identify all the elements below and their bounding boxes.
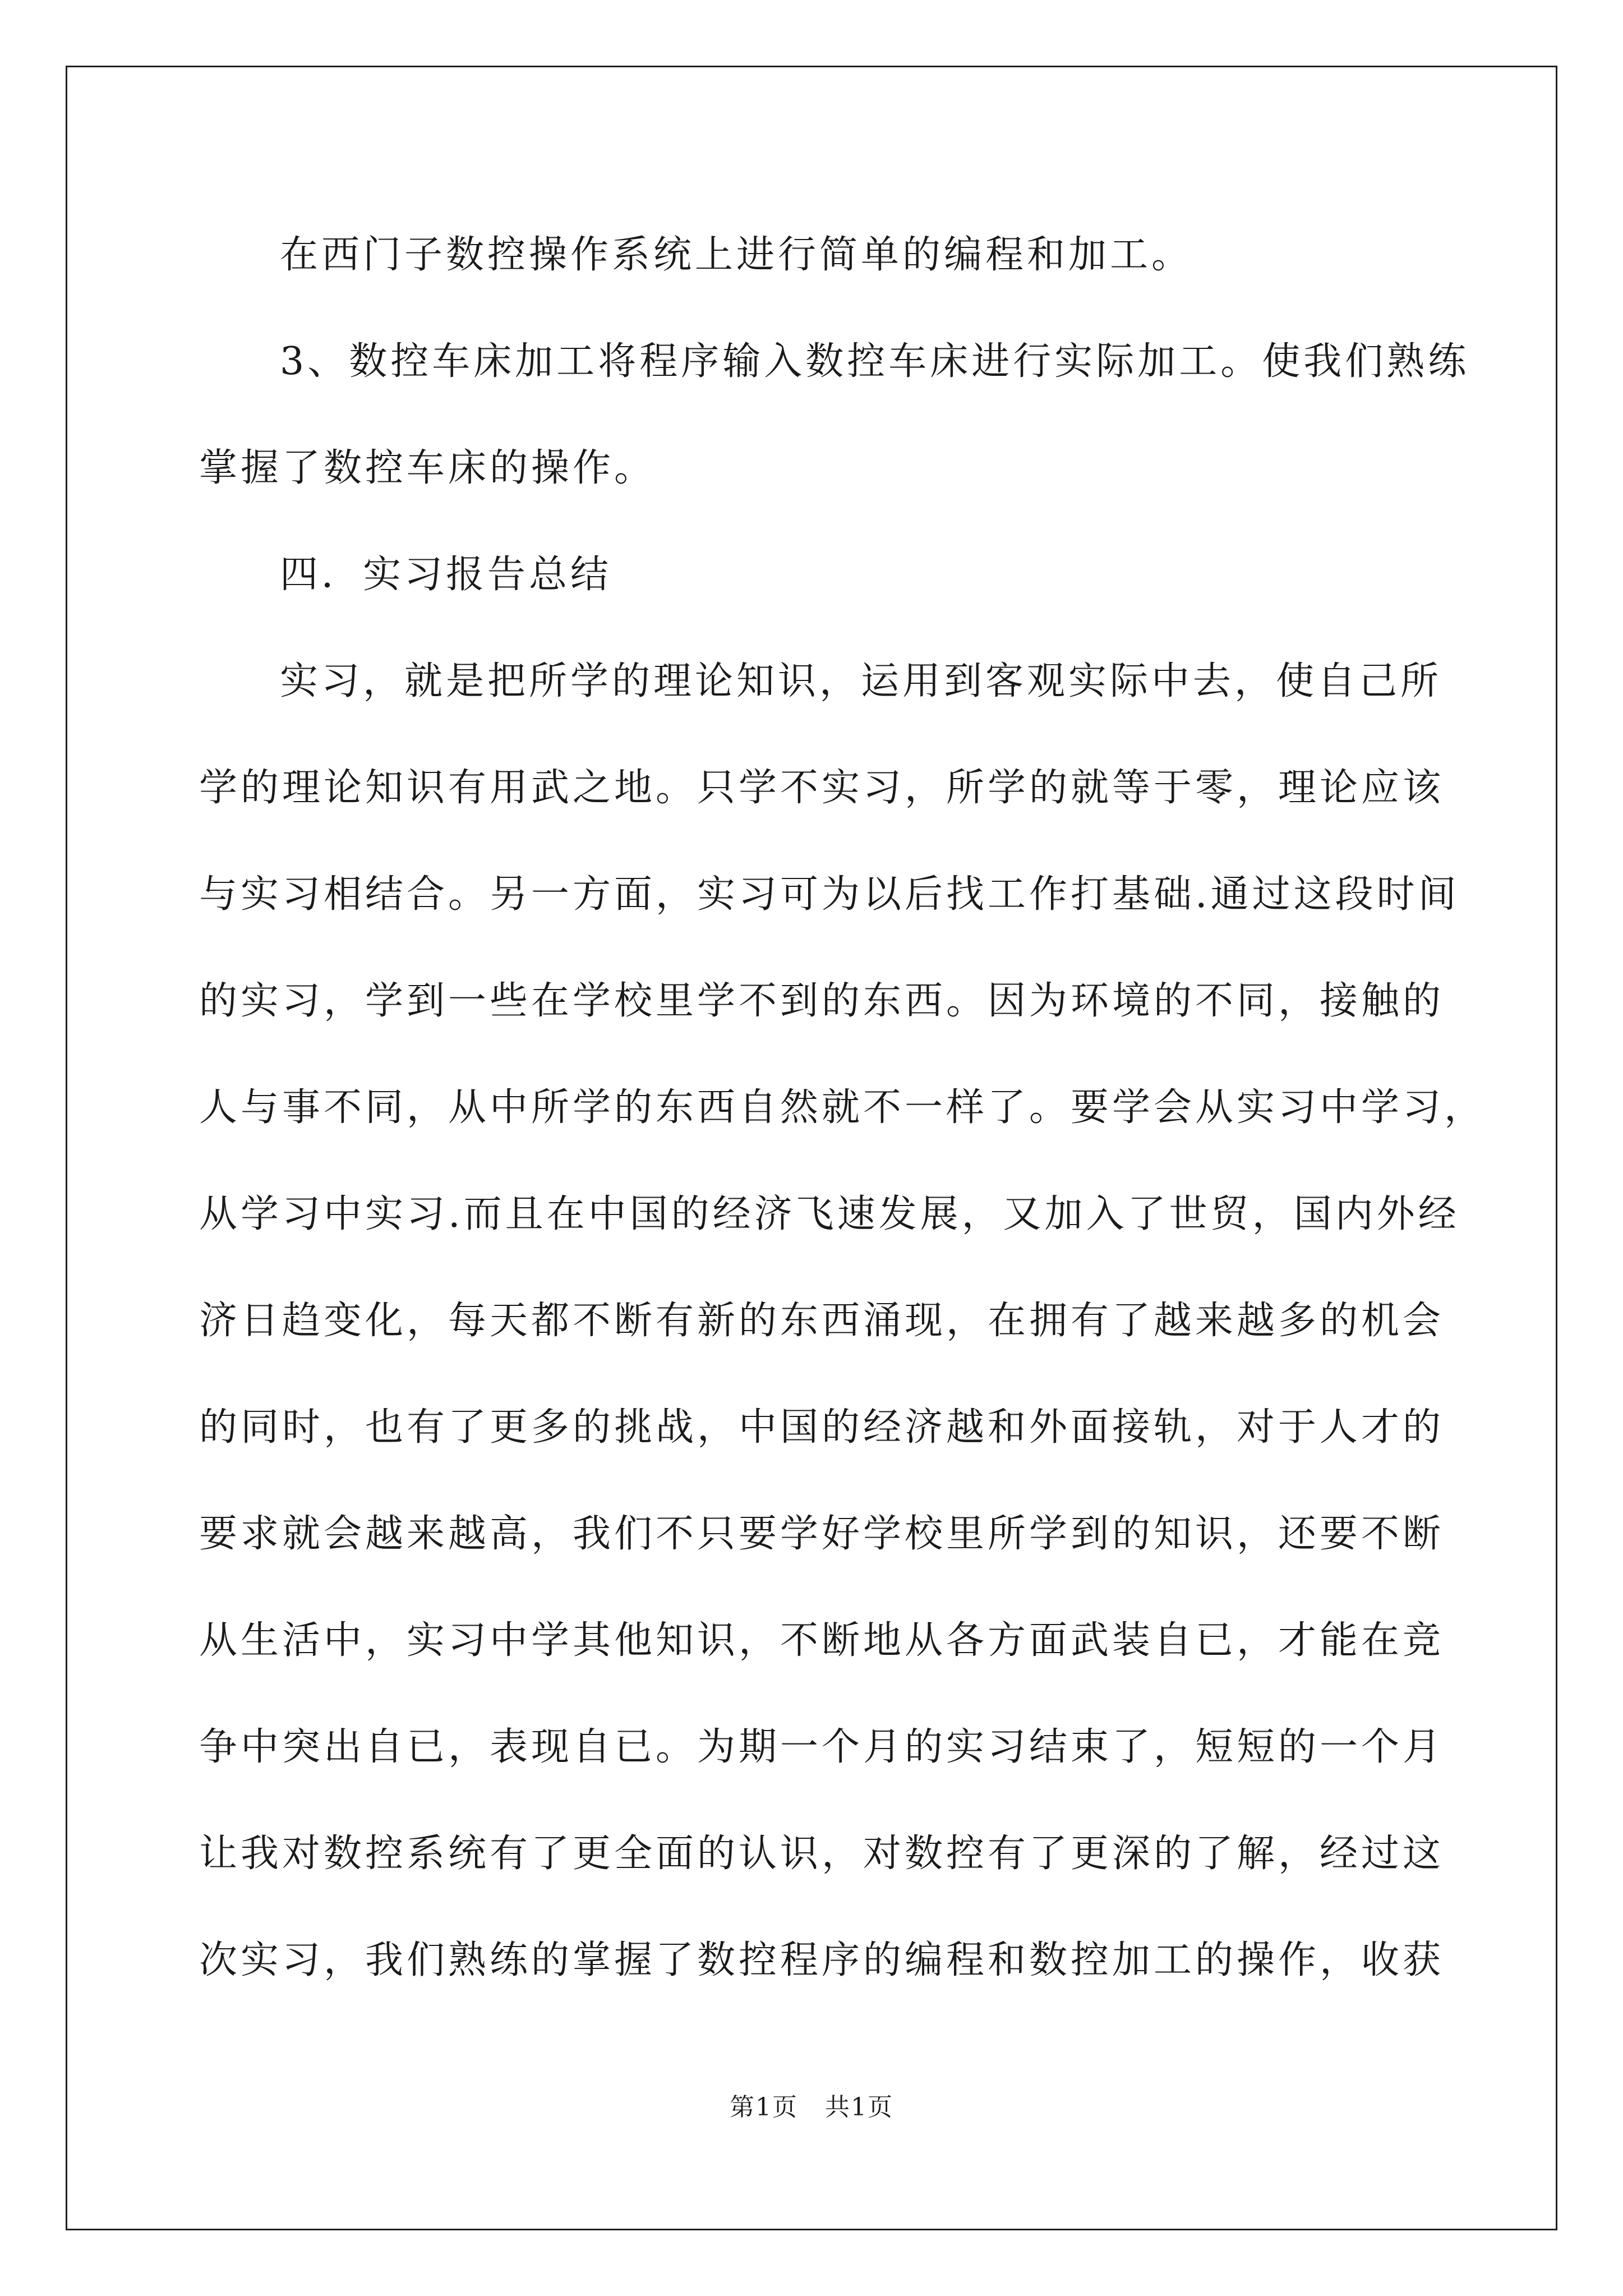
body-line: 实习，就是把所学的理论知识，运用到客观实际中去，使自己所	[280, 659, 1442, 703]
section-heading: 四．实习报告总结	[280, 553, 612, 597]
body-line: 济日趋变化，每天都不断有新的东西涌现，在拥有了越来越多的机会	[199, 1299, 1445, 1343]
body-line: 3、数控车床加工将程序输入数控车床进行实际加工。使我们熟练	[280, 339, 1470, 384]
body-line: 从生活中，实习中学其他知识，不断地从各方面武装自已，才能在竞	[199, 1618, 1445, 1663]
body-line: 争中突出自已，表现自已。为期一个月的实习结束了，短短的一个月	[199, 1725, 1445, 1769]
body-line: 要求就会越来越高，我们不只要学好学校里所学到的知识，还要不断	[199, 1512, 1445, 1556]
body-line: 学的理论知识有用武之地。只学不实习，所学的就等于零，理论应该	[199, 766, 1445, 810]
document-body	[199, 202, 1486, 2014]
body-line: 的同时，也有了更多的挑战，中国的经济越和外面接轨，对于人才的	[199, 1405, 1445, 1450]
body-line: 从学习中实习.而且在中国的经济飞速发展，又加入了世贸，国内外经	[199, 1192, 1460, 1236]
body-line: 次实习，我们熟练的掌握了数控程序的编程和数控加工的操作，收获	[199, 1938, 1445, 1982]
body-line: 在西门子数控操作系统上进行简单的编程和加工。	[280, 233, 1193, 277]
body-line: 与实习相结合。另一方面，实习可为以后找工作打基础.通过这段时间	[199, 872, 1460, 917]
body-line: 人与事不同，从中所学的东西自然就不一样了。要学会从实习中学习，	[199, 1085, 1486, 1130]
page-number: 第1页 共1页	[730, 2093, 893, 2122]
body-line: 让我对数控系统有了更全面的认识，对数控有了更深的了解，经过这	[199, 1832, 1445, 1876]
body-line: 掌握了数控车床的操作。	[199, 446, 656, 490]
body-line: 的实习，学到一些在学校里学不到的东西。因为环境的不同，接触的	[199, 979, 1445, 1023]
